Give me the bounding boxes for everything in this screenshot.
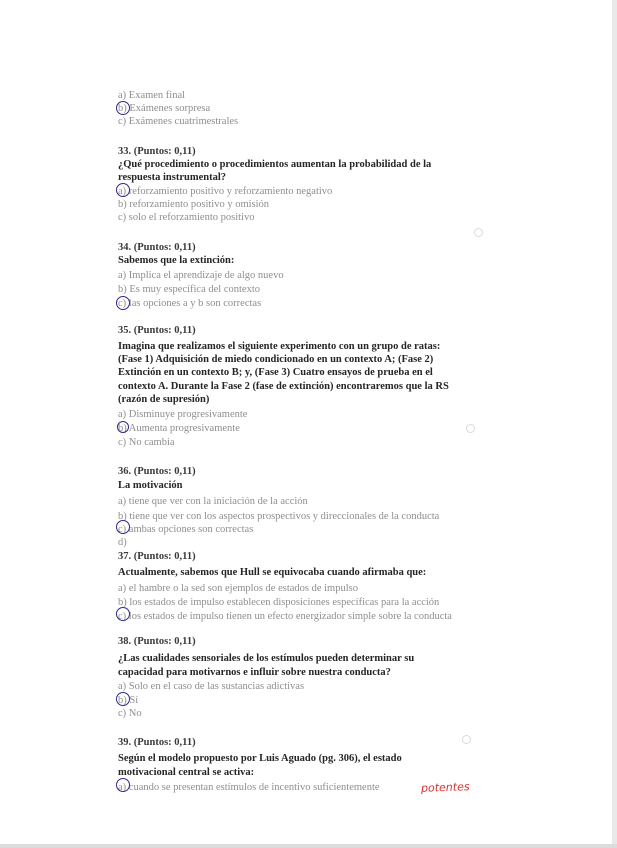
question-stem: Actualmente, sabemos que Hull se equivocaba cuando afirmaba que: [118,567,427,578]
option-text: b) Aumenta progresivamente [118,423,240,434]
question-stem: (Fase 1) Adquisición de miedo condicionado en un contexto A; (Fase 2) [118,354,434,365]
answer-mark-circle [116,778,130,792]
question-stem: respuesta instrumental? [118,172,227,183]
answer-mark-circle [116,101,130,115]
scan-smudge [462,735,471,744]
option-text: d) [118,537,127,548]
question-stem: La motivación [118,480,183,491]
question-header: 35. (Puntos: 0,11) [118,325,196,336]
question-stem: capacidad para motivarnos e influir sobre nuestra conducta? [118,667,391,678]
option-text: c) No [118,708,142,719]
answer-mark-circle [116,296,130,310]
question-stem: Según el modelo propuesto por Luis Aguado (pg. 306), el estado [118,753,402,764]
option-text: a) tiene que ver con la iniciación de la acción [118,496,308,507]
option-text: a) el hambre o la sed son ejemplos de estados de impulso [118,583,358,594]
scan-edge [612,0,617,848]
answer-mark-circle [116,183,130,197]
option-text: c) Exámenes cuatrimestrales [118,116,239,127]
scan-bottom-edge [0,844,617,848]
option-text: a) Implica el aprendizaje de algo nuevo [118,270,284,281]
option-text: a) Disminuye progresivamente [118,409,248,420]
question-stem: ¿Las cualidades sensoriales de los estímulos pueden determinar su [118,653,415,664]
question-header: 38. (Puntos: 0,11) [118,636,196,647]
question-stem: (razón de supresión) [118,394,210,405]
option-text: b) tiene que ver con los aspectos prospectivos y direccionales de la conducta [118,511,440,522]
option-text: a) reforzamiento positivo y reforzamiento negativo [118,186,333,197]
option-text: b) los estados de impulso establecen disposiciones específicas para la acción [118,597,440,608]
handwritten-note: potentes [420,780,470,795]
question-stem: ¿Qué procedimiento o procedimientos aumentan la probabilidad de la [118,159,432,170]
scan-smudge [466,424,475,433]
question-header: 39. (Puntos: 0,11) [118,737,196,748]
question-stem: motivacional central se activa: [118,767,255,778]
question-header: 36. (Puntos: 0,11) [118,466,196,477]
option-text: b) Es muy específica del contexto [118,284,260,295]
answer-mark-circle [116,520,130,534]
option-text: b) Sí [118,695,139,706]
option-text: c) No cambia [118,437,175,448]
scan-smudge [474,228,483,237]
option-text: a) cuando se presentan estímulos de incentivo suficientemente [118,782,380,793]
option-text: a) Solo en el caso de las sustancias adictivas [118,681,305,692]
question-stem: Extinción en un contexto B; y, (Fase 3) Cuatro ensayos de prueba en el [118,367,433,378]
option-text: c) solo el reforzamiento positivo [118,212,255,223]
question-header: 34. (Puntos: 0,11) [118,242,196,253]
option-text: b) Exámenes sorpresa [118,103,211,114]
answer-mark-circle [117,421,129,433]
question-header: 37. (Puntos: 0,11) [118,551,196,562]
option-text: b) reforzamiento positivo y omisión [118,199,270,210]
question-header: 33. (Puntos: 0,11) [118,146,196,157]
question-stem: Sabemos que la extinción: [118,255,235,266]
option-text: c) los estados de impulso tienen un efecto energizador simple sobre la conducta [118,611,452,622]
option-text: c) las opciones a y b son correctas [118,298,262,309]
answer-mark-circle [116,692,130,706]
answer-mark-circle [116,607,130,621]
option-text: a) Examen final [118,90,186,101]
question-stem: Imagina que realizamos el siguiente experimento con un grupo de ratas: [118,341,441,352]
question-stem: contexto A. Durante la Fase 2 (fase de extinción) encontraremos que la RS [118,381,449,392]
option-text: c) ambas opciones son correctas [118,524,254,535]
